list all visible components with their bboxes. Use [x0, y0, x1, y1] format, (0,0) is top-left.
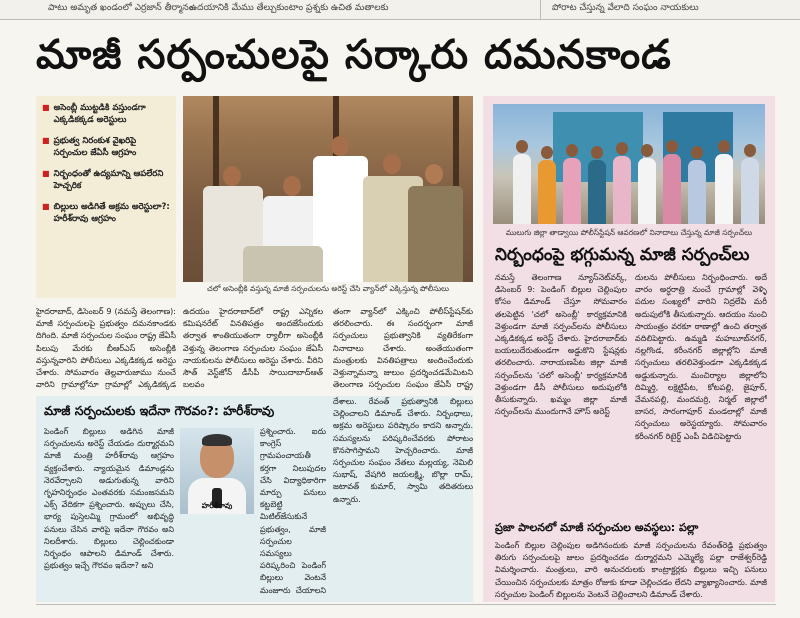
side-article-column: పెండింగ్ బిల్లుల చెల్లింపుల అడిగినందుకు మాజీ సర్పంచులను రేవంత్‌రెడ్డి ప్రభుత్వం తిరుగు సర్పంచులపై జులం ప్రదర్శించడం దుర్మార్గమని ఎమ్మెల్యే పల్లా రాజేశ్వర్‌రెడ్డి విమర్శించారు. మంత్రులు, వారి అనుచరులకు కాంట్రాక్టర్లకు బిల్లులు ఇచ్చి పనులు చేయించిన సర్పంచులకు మాత్రం రోజుకు కూడా చెల్లించడం లేదని వ్యాఖ్యానించారు. మాజీ సర్పంచుల పెండింగ్ బిల్లులను వెంటనే చెల్లించాలని డిమాండ్ చేశారు. — [495, 541, 767, 599]
protest-photo — [493, 104, 765, 224]
side-article-headline: నిర్బంధంపై భగ్గుమన్న మాజీ సర్పంచ్‌లు — [495, 245, 750, 265]
top-strip-right-text: పోరాట చేస్తున్న వేలాది సంఘం నాయకులు — [552, 3, 699, 13]
top-strip-middle-text: ఉదయానికి మేము తేల్చుకుంటాం ప్రశ్నకు ఉచిత మతాలకు — [190, 3, 389, 13]
bullet-icon: ■ — [42, 136, 50, 145]
bullet-icon: ■ — [42, 202, 50, 211]
highlight-text: బిల్లులు అడిగితే అక్రమ అరెస్టులా?: హరీశ్‌రావు ఆగ్రహం — [53, 202, 170, 224]
article-column: తంగా వ్యాన్‌లో ఎక్కించి పోలీస్‌స్టేషన్‌కు తరలించారు. ఈ సందర్భంగా మాజీ సర్పంచులు ప్రభుత్వానికి వ్యతిరేకంగా నినాదాలు చేశారు. అంతేయుతంగా మంత్రులకు వినతిపత్రాలు అందించేందుకు వెళ్తున్నామన్నా జులుం ప్రదర్శించడమేమిటని తెలంగాణ సర్పంచుల సంఘం జేఏసీ రాష్ట్ర — [333, 307, 473, 390]
side-subheadline: ప్రజా పాలనలో మాజీ సర్పంచుల అవస్థలు: పల్లా — [495, 521, 699, 534]
highlight-text: ప్రభుత్వ నిరంకుశ వైఖరిపై సర్పంచుల జేఏసీ ఆగ్రహం — [53, 136, 137, 158]
highlight-item — [42, 168, 170, 192]
photo2-caption: ములుగు జిల్లా తాడ్వాయి పోలీస్‌స్టేషన్ ఆవరణలో నినాదాలు చేస్తున్న మాజీ సర్పంచ్‌లు — [505, 228, 753, 237]
harish-article-column: పెండింగ్ బిల్లులు అడిగిన మాజీ సర్పంచులను అరెస్ట్ చేయడం దుర్మార్గమని మాజీ మంత్రి హరీశ్‌రావు ఆగ్రహం వ్యక్తంచేశారు. న్యాయమైన డిమాండ్లను నెరవేర్చాలని అడుగుతున్న వారిని గృహనిర్బంధం ఎంతవరకు సమంజసమని ఎక్స్ వేదికగా ప్రశ్నించారు. అప్పులు చేసి, భార్య పుస్తెలమ్మి గ్రామంలో అభివృద్ధి పనులు చేసిన వారిపై ఇదేనా గౌరవం అని నిలదీశారు. బిల్లులు చెల్లించకుండా నిర్బంధం ఆపాలని డిమాండ్ చేశారు. ప్రభుత్వం ఇచ్చే గౌరవం ఇదేనా? అని — [44, 427, 174, 571]
top-strip — [0, 0, 800, 20]
highlight-item — [42, 102, 170, 126]
article-column: హైదరాబాద్, డిసెంబర్ 9 (నమస్తే తెలంగాణ): మాజీ సర్పంచులపై ప్రభుత్వం దమనకాండకు దిగింది. మాజీ సర్పంచుల సంఘం రాష్ట్ర జేఏసీ పిలుపు మేరకు బీఆర్ఎస్ అసెంబ్లీకి వస్తున్నవారిని పోలీసులు ఎక్కడికక్కడ అరెస్టు చేశారు. సోమవారం తెల్లవారుజాము నుంచే వారిని గ్రామాల్లోనూ గ్రామాల్లో ఎక్కడికక్కడ — [36, 307, 176, 390]
harish-rao-headline: మాజీ సర్పంచులకు ఇదేనా గౌరవం?: హరీశ్‌రావు — [44, 403, 275, 418]
article-column: దేశాలు. రేవంత్ ప్రభుత్వానికి బిల్లులు చెల్లించాలని డిమాండ్ చేశారు. నిర్బంధాలు, అక్రమ అరెస్టులు పరిష్కారం కాదని అన్నారు. సమస్యలను పరిష్కరించేవరకు పోరాటం కొనసాగిస్తామని హెచ్చరించారు. మాజీ సర్పంచుల సంఘం నేతలు మల్లయ్య, నెమిలి సుభాష్, వేషగిరి జయలక్ష్మి, బొల్లా రామ్, జటావత్ కుమార్, స్వామి తదితరులు ఉన్నారు. — [333, 397, 473, 504]
highlight-item — [42, 201, 170, 225]
top-strip-left-text: పాటు అమృత ఖండంలో ఎర్రజాన్ తీర్మానం — [48, 3, 194, 13]
article-column: ఉదయం హైదరాబాద్‌లో రాష్ట్ర ఎన్నికల కమిషనరేట్ వినతిపత్రం అందజేసేందుకు తర్వాత శాంతియుతంగా ర్యాలీగా అసెంబ్లీకి వెళ్తున్న తెలంగాణ సర్పంచుల సంఘం జేఏసీ నాయకులను పోలీసులు అరెస్టు చేశారు. వీరిని సౌత్ వెస్ట్‌జోన్ డీసీపీ సాయిదాబాద్‌ఆత్ బలవం — [183, 307, 323, 390]
bullet-icon: ■ — [42, 103, 50, 112]
side-article-column: నమస్తే తెలంగాణ న్యూస్‌నెట్‌వర్క్, డిసెంబర్ 9: పెండింగ్ బిల్లుల చెల్లింపుల కోసం డిమాండ్ చేస్తూ సోమవారం తలపెట్టిన 'చలో అసెంబ్లీ' కార్యక్రమానికి వెళ్తుండగా మాజీ సర్పంచ్‌లను పోలీసులు ఎక్కడికక్కడ అరెస్ట్ చేశారు. హైదరాబాద్‌కు బయలుదేరుతుండగా అడ్డుకొని స్టేషన్లకు తరలించారు. నారాయణపేట జిల్లా మాజీ సర్పంచ్‌లను 'చలో అసెంబ్లీ' కార్యక్రమానికి వెళ్తుండగా డీసీ పోలీసులు అదుపులోకి తీసుకున్నారు. ఖమ్మం జిల్లా మాజీ సర్పంచ్‌లను ముందుగానే హౌస్ అరెస్ట్ — [495, 273, 627, 417]
side-article-column: దులను పోలీసులు నిర్బంధించారు. అదే వారం అర్ధరాత్రి నుంచే గ్రామాల్లో వెళ్ళి పదుల సంఖ్యలో వారిని నిద్రలేపి మరీ అదుపులోకి తీసుకున్నారు. ఆదయం నుంచి సాయంత్రం వరకూ ఠాణాల్లో ఉంచి తర్వాత వదిలిపెట్టారు. ఉమ్మడి మహబూబ్‌నగర్, నల్లగొండ, కరీంనగర్ జిల్లాల్లోని మాజీ సర్పంచులు తరలివెళ్తుండగా ఎక్కడికక్కడ అడ్డుకున్నారు. మంచిర్యాల జిల్లాలోని దిమ్మిర్తి, లక్షెట్టిపేట, కోటపల్లి, జైపూర్, వేమనపల్లి, మందమర్రి, నిర్మల్ జిల్లాలో బాసర, సారంగాపూర్ మండలాల్లో మాజీ సర్పంచులు అరెస్టయ్యారు. సోమవారం కరీంనగర్ రిటైర్డ్ ఎంపీ విడిచిపెట్టారు — [635, 273, 767, 441]
bullet-icon: ■ — [42, 169, 50, 178]
headline: మాజీ సర్పంచులపై సర్కారు దమనకాండ — [36, 31, 672, 78]
highlight-text: నిర్బంధంతో ఉద్యమాన్ని ఆపలేరని హెచ్చరిక — [53, 169, 164, 191]
portrait-caption: హరీశ్‌రావు — [201, 501, 233, 510]
top-strip-divider — [540, 0, 541, 20]
highlight-text: అసెంబ్లీ ముట్టడికి వస్తుండగా ఎక్కడికక్కడ అరెస్టులు — [53, 103, 146, 125]
harish-rao-portrait — [180, 428, 254, 514]
arrest-van-photo — [183, 96, 473, 282]
highlight-item — [42, 135, 170, 159]
photo1-caption: చలో అసెంబ్లీకి వస్తున్న మాజీ సర్పంచులను అరెస్ట్ చేసి వ్యాన్‌లో ఎక్కిస్తున్న పోలీసులు — [207, 284, 449, 293]
bottom-divider — [36, 604, 776, 605]
harish-article-column: ప్రశ్నించారు. ఐదు కాంగ్రెస్ గ్రామపంచాయతీ కర్తగా నిలుపుదల చేసి విద్యాధికారిగా మార్పు పనులు కట్టబెట్టి మిటిల్‌జేసుకునే ప్రభుత్వం, మాజీ సర్పంచుల సమస్యలు పరిష్కరించి పెండింగ్ బిల్లులు వెంటనే మంజూరు చేయాలని — [260, 427, 326, 595]
highlights-box — [36, 96, 176, 298]
